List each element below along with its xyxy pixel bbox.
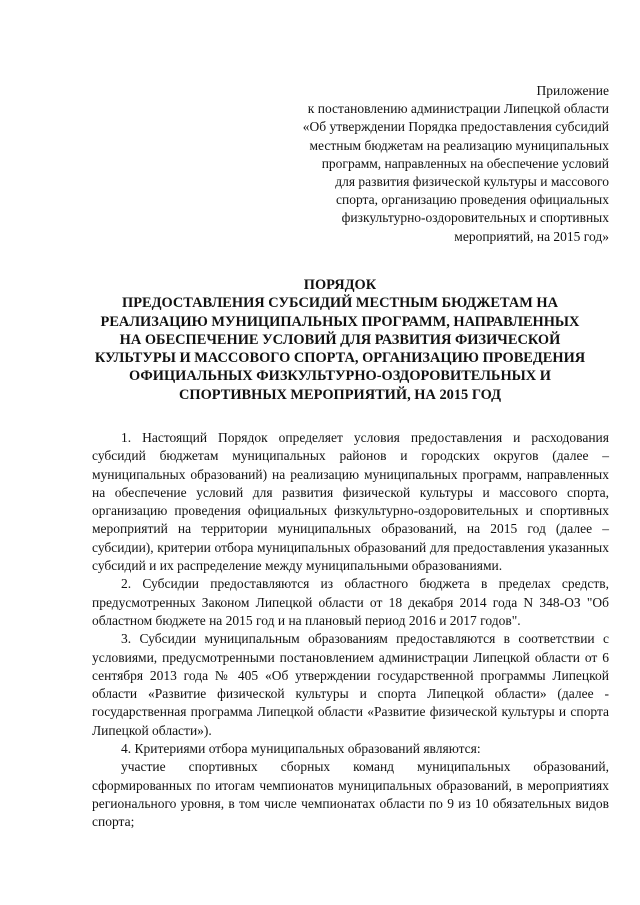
paragraph-1: 1. Настоящий Порядок определяет условия предоставления и расходования субсидий бюджетам муниципальных районов и городских округов (далее – муниципальных образований) на реализацию муниципальных программ, направленных на обеспечение условий для развития физической культуры и массового спорта, организацию проведения официальных физкультурно-оздоровительных и спортивных мероприятий на территории муниципальных образований, на 2015 год (далее – субсидии), критерии отбора муниципальных образований для предоставления указанных субсидий и их распределение между муниципальными образованиями.	[92, 430, 609, 574]
paragraph-2: 2. Субсидии предоставляются из областного бюджета в пределах средств, предусмотренных Законом Липецкой области от 18 декабря 2014 года N 348-ОЗ "Об областном бюджете на 2015 год и на плановый период 2016 и 2017 годов".	[92, 576, 609, 628]
appendix-line: мероприятий, на 2015 год»	[454, 228, 609, 244]
paragraph-4: 4. Критериями отбора муниципальных образований являются:	[121, 741, 481, 757]
paragraph-3: 3. Субсидии муниципальным образованиям предоставляются в соответствии с условиями, предусмотренными постановлением администрации Липецкой области от 6 сентября 2013 года № 405 «Об утверждении государственной программы Липецкой области «Развитие физической культуры и спорта Липецкой области» (далее - государственная программа Липецкой области «Развитие физической культуры и спорта Липецкой области»).	[92, 631, 609, 738]
title-line: НА ОБЕСПЕЧЕНИЕ УСЛОВИЙ ДЛЯ РАЗВИТИЯ ФИЗИЧЕСКОЙ	[119, 331, 561, 348]
appendix-line: физкультурно-оздоровительных и спортивных	[341, 210, 609, 226]
paragraph-4-criterion: участие спортивных сборных команд муниципальных образований, сформированных по итогам чемпионатов муниципальных образований, в мероприятиях регионального уровня, в том числе чемпионатах области по 9 из 10 обязательных видов спорта;	[92, 759, 609, 830]
appendix-line: Приложение	[536, 83, 609, 98]
title-line: СПОРТИВНЫХ МЕРОПРИЯТИЙ, НА 2015 ГОД	[178, 386, 502, 403]
title-line: РЕАЛИЗАЦИЮ МУНИЦИПАЛЬНЫХ ПРОГРАММ, НАПРАВЛЕННЫХ	[100, 313, 580, 330]
title-line: ПОРЯДОК	[303, 277, 377, 293]
appendix-note	[229, 82, 609, 246]
title-line: КУЛЬТУРЫ И МАССОВОГО СПОРТА, ОРГАНИЗАЦИЮ ПРОВЕДЕНИЯ	[94, 350, 586, 367]
document-title	[75, 276, 605, 404]
title-line: ОФИЦИАЛЬНЫХ ФИЗКУЛЬТУРНО-ОЗДОРОВИТЕЛЬНЫХ И	[129, 368, 551, 385]
title-line: ПРЕДОСТАВЛЕНИЯ СУБСИДИЙ МЕСТНЫМ БЮДЖЕТАМ НА	[122, 295, 558, 312]
appendix-line: программ, направленных на обеспечение условий	[321, 155, 609, 171]
appendix-line: спорта, организацию проведения официальных	[335, 192, 609, 208]
appendix-line: к постановлению администрации Липецкой области	[307, 101, 609, 117]
appendix-line: для развития физической культуры и массового	[335, 174, 609, 190]
appendix-line: местным бюджетам на реализацию муниципальных	[309, 137, 609, 153]
appendix-line: «Об утверждении Порядка предоставления субсидий	[302, 119, 609, 135]
document-body	[92, 429, 609, 832]
